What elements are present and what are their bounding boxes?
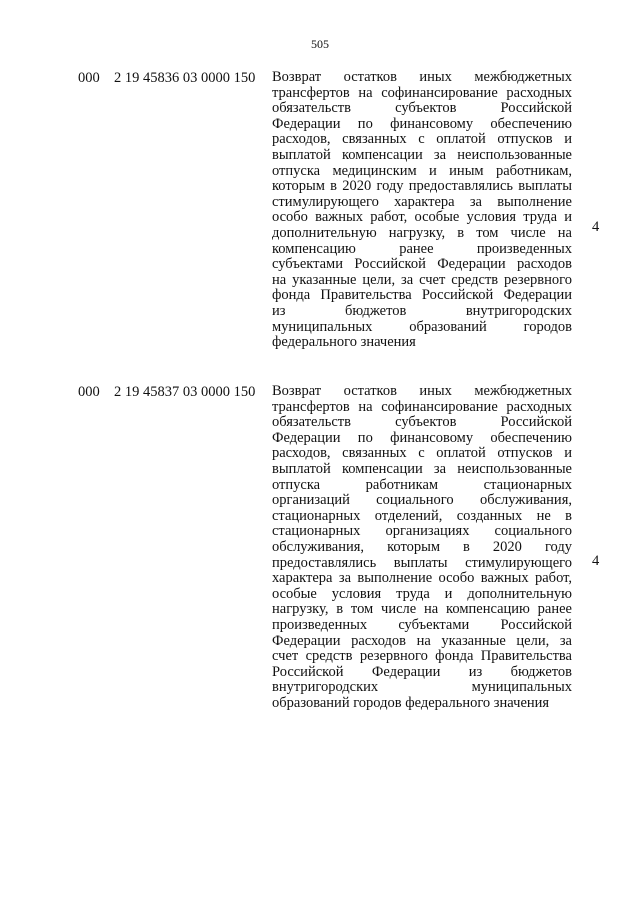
description-line: стационарных отделений, созданных не в <box>272 507 572 524</box>
description-line: стационарных организациях социального <box>272 523 572 540</box>
description-line: Возврат остатков иных межбюджетных <box>272 69 572 85</box>
description-line: федерального значения <box>272 334 416 351</box>
description-line: дополнительную нагрузку, в том числе на <box>272 224 572 241</box>
description-line: Российской Федерации из бюджетов <box>272 663 572 680</box>
description-line: образований городов федерального значения <box>272 694 550 711</box>
description-line: Федерации расходов на указанные цели, за <box>272 632 572 649</box>
description-line: Возврат остатков иных межбюджетных <box>272 383 572 399</box>
description-line: предоставлялись выплаты стимулирующего <box>272 554 572 571</box>
description-line: выплатой компенсации за неиспользованные <box>272 460 572 477</box>
description-line: внутригородских муниципальных <box>272 679 572 696</box>
description-line: особые условия труда и дополнительную <box>272 585 572 602</box>
description-line: характера за выполнение особо важных работ, <box>272 570 572 587</box>
description-line: трансфертов на софинансирование расходных <box>272 84 572 101</box>
description-line: которым в 2020 году предоставлялись выплаты <box>272 178 572 195</box>
description-line: расходов, связанных с оплатой отпусков и <box>272 131 572 148</box>
description-line: отпуска работникам стационарных <box>272 476 572 493</box>
description-line: обязательств субъектов Российской <box>272 100 572 117</box>
amount-value: 4 <box>592 219 600 235</box>
description-line: фонда Правительства Российской Федерации <box>272 287 572 304</box>
description-line: обслуживания, которым в 2020 году <box>272 538 572 555</box>
description-line: компенсацию ранее произведенных <box>272 240 572 257</box>
description-line: выплатой компенсации за неиспользованные <box>272 146 572 163</box>
description-line: счет средств резервного фонда Правительства <box>272 648 572 665</box>
description-line: из бюджетов внутригородских <box>272 302 572 319</box>
page-number: 505 <box>311 37 329 51</box>
description-line: нагрузку, в том числе на компенсацию ранее <box>272 601 572 618</box>
description-line: Федерации по финансовому обеспечению <box>272 429 572 446</box>
budget-classification-code: 2 19 45836 03 0000 150 <box>114 70 256 86</box>
amount-value: 4 <box>592 553 600 569</box>
description-line: особо важных работ, особые условия труда и <box>272 209 572 226</box>
admin-code: 000 <box>78 70 100 86</box>
income-description <box>272 384 572 711</box>
description-line: отпуска медицинским и иным работникам, <box>272 162 572 179</box>
description-line: субъектами Российской Федерации расходов <box>272 256 572 273</box>
description-line: обязательств субъектов Российской <box>272 414 572 431</box>
description-line: на указанные цели, за счет средств резервного <box>272 271 572 288</box>
description-line: трансфертов на софинансирование расходных <box>272 398 572 415</box>
budget-classification-code: 2 19 45837 03 0000 150 <box>114 384 256 400</box>
description-line: муниципальных образований городов <box>272 318 572 335</box>
description-line: стимулирующего характера за выполнение <box>272 193 572 210</box>
description-line: Федерации по финансовому обеспечению <box>272 115 572 132</box>
income-description <box>272 70 572 351</box>
admin-code: 000 <box>78 384 100 400</box>
description-line: произведенных субъектами Российской <box>272 616 572 633</box>
description-line: расходов, связанных с оплатой отпусков и <box>272 445 572 462</box>
description-line: организаций социального обслуживания, <box>272 492 572 509</box>
